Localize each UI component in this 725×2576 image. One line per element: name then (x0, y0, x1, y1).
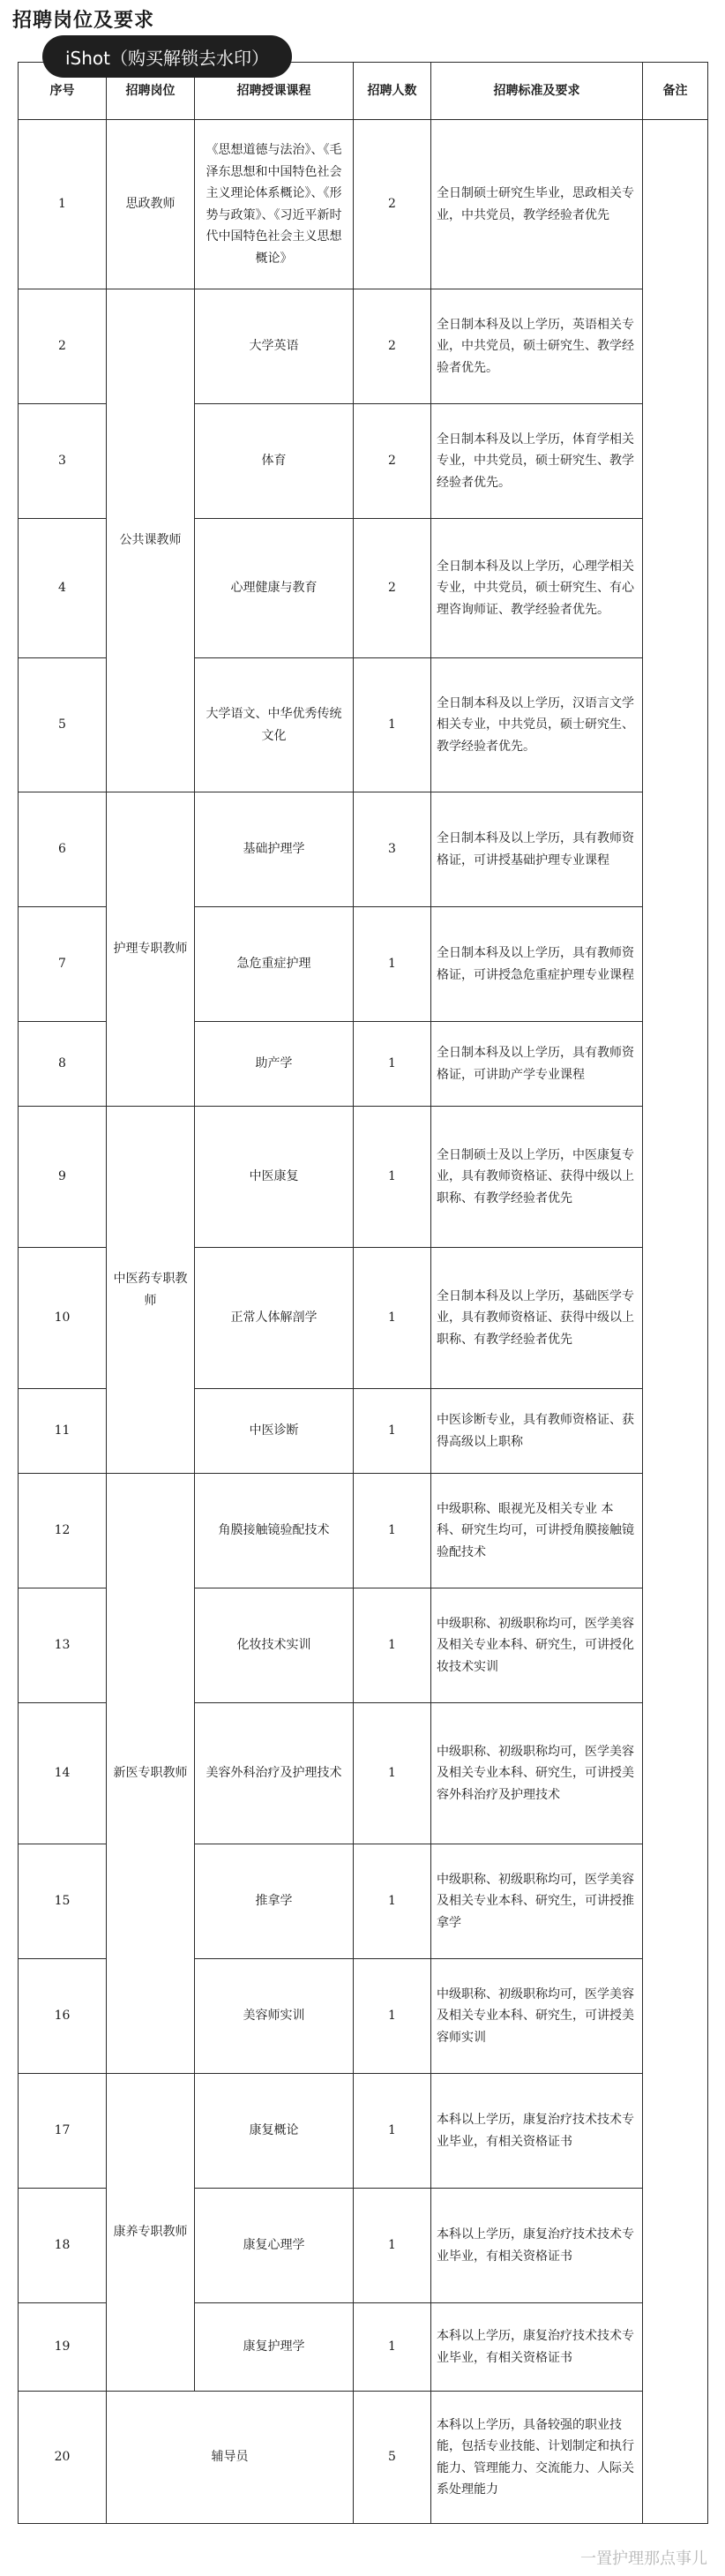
table-row (19, 289, 708, 404)
row-requirements: 中级职称、眼视光及相关专业 本科、研究生均可，可讲授角膜接触镜验配技术 (431, 1474, 643, 1588)
row-no: 16 (19, 1959, 107, 2074)
row-post: 护理专职教师 (107, 792, 195, 1107)
row-count: 5 (354, 2392, 431, 2524)
remarks-cell (643, 120, 708, 2524)
row-requirements: 全日制硕士研究生毕业，思政相关专业，中共党员，教学经验者优先 (431, 120, 643, 289)
row-no: 8 (19, 1022, 107, 1107)
row-requirements: 全日制本科及以上学历，具有教师资格证，可讲授急危重症护理专业课程 (431, 907, 643, 1022)
page-title: 招聘岗位及要求 (12, 9, 155, 32)
row-requirements: 全日制本科及以上学历，汉语言文学相关专业，中共党员，硕士研究生、教学经验者优先。 (431, 658, 643, 792)
row-post: 中医药专职教师 (107, 1107, 195, 1474)
row-count: 1 (354, 2303, 431, 2392)
row-count: 1 (354, 2074, 431, 2189)
row-course: 助产学 (195, 1022, 354, 1107)
row-no: 7 (19, 907, 107, 1022)
row-count: 2 (354, 120, 431, 289)
row-count: 1 (354, 1703, 431, 1844)
ishot-watermark-badge: iShot（购买解锁去水印） (42, 35, 292, 78)
row-course: 大学语文、中华优秀传统文化 (195, 658, 354, 792)
table-row (19, 2392, 708, 2524)
row-course: 急危重症护理 (195, 907, 354, 1022)
row-course: 美容外科治疗及护理技术 (195, 1703, 354, 1844)
row-requirements: 中级职称、初级职称均可，医学美容及相关专业本科、研究生，可讲授美容师实训 (431, 1959, 643, 2074)
table-row (19, 1107, 708, 1248)
row-no: 14 (19, 1703, 107, 1844)
row-no: 4 (19, 519, 107, 658)
row-no: 5 (19, 658, 107, 792)
row-no: 15 (19, 1844, 107, 1959)
row-count: 1 (354, 1474, 431, 1588)
row-requirements: 中级职称、初级职称均可，医学美容及相关专业本科、研究生，可讲授推拿学 (431, 1844, 643, 1959)
row-course: 康复概论 (195, 2074, 354, 2189)
row-no: 19 (19, 2303, 107, 2392)
row-course: 基础护理学 (195, 792, 354, 907)
header-requirements: 招聘标准及要求 (431, 63, 643, 120)
row-requirements: 全日制本科及以上学历，心理学相关专业，中共党员，硕士研究生、有心理咨询师证、教学经验者优先。 (431, 519, 643, 658)
row-count: 2 (354, 289, 431, 404)
row-no: 17 (19, 2074, 107, 2189)
row-count: 1 (354, 1107, 431, 1248)
bottom-watermark: 一置护理那点事儿 (580, 2550, 707, 2568)
row-post: 康养专职教师 (107, 2074, 195, 2392)
row-no: 3 (19, 404, 107, 519)
row-requirements: 本科以上学历，康复治疗技术技术专业毕业，有相关资格证书 (431, 2074, 643, 2189)
row-no: 13 (19, 1588, 107, 1703)
row-requirements: 全日制本科及以上学历，体育学相关专业，中共党员，硕士研究生、教学经验者优先。 (431, 404, 643, 519)
row-count: 1 (354, 1389, 431, 1474)
row-course: 康复护理学 (195, 2303, 354, 2392)
row-course: 心理健康与教育 (195, 519, 354, 658)
row-no: 18 (19, 2189, 107, 2303)
row-course: 中医诊断 (195, 1389, 354, 1474)
table-row (19, 120, 708, 289)
row-post: 新医专职教师 (107, 1474, 195, 2074)
row-post: 公共课教师 (107, 289, 195, 792)
row-no: 20 (19, 2392, 107, 2524)
row-requirements: 全日制本科及以上学历，具有教师资格证，可讲授基础护理专业课程 (431, 792, 643, 907)
row-count: 2 (354, 519, 431, 658)
row-requirements: 中医诊断专业，具有教师资格证、获得高级以上职称 (431, 1389, 643, 1474)
row-no: 6 (19, 792, 107, 907)
row-count: 1 (354, 658, 431, 792)
header-remarks: 备注 (643, 63, 708, 120)
row-course: 中医康复 (195, 1107, 354, 1248)
table-row (19, 1474, 708, 1588)
row-course: 推拿学 (195, 1844, 354, 1959)
header-no: 序号 (19, 63, 107, 120)
recruitment-table (18, 62, 708, 2524)
row-requirements: 全日制本科及以上学历，英语相关专业，中共党员，硕士研究生、教学经验者优先。 (431, 289, 643, 404)
row-course: 化妆技术实训 (195, 1588, 354, 1703)
table-row (19, 2074, 708, 2189)
row-count: 1 (354, 1248, 431, 1389)
row-course: 《思想道德与法治》、《毛泽东思想和中国特色社会主义理论体系概论》、《形势与政策》、《习近平新时代中国特色社会主义思想概论》 (195, 120, 354, 289)
row-post: 辅导员 (107, 2392, 354, 2524)
row-count: 1 (354, 1959, 431, 2074)
row-no: 10 (19, 1248, 107, 1389)
row-no: 11 (19, 1389, 107, 1474)
row-course: 大学英语 (195, 289, 354, 404)
row-no: 2 (19, 289, 107, 404)
row-requirements: 中级职称、初级职称均可，医学美容及相关专业本科、研究生，可讲授化妆技术实训 (431, 1588, 643, 1703)
header-count: 招聘人数 (354, 63, 431, 120)
row-requirements: 中级职称、初级职称均可，医学美容及相关专业本科、研究生，可讲授美容外科治疗及护理技术 (431, 1703, 643, 1844)
row-no: 1 (19, 120, 107, 289)
row-no: 9 (19, 1107, 107, 1248)
row-requirements: 全日制硕士及以上学历，中医康复专业，具有教师资格证、获得中级以上职称、有教学经验者优先 (431, 1107, 643, 1248)
row-count: 1 (354, 2189, 431, 2303)
row-count: 1 (354, 1022, 431, 1107)
row-requirements: 本科以上学历，康复治疗技术技术专业毕业，有相关资格证书 (431, 2189, 643, 2303)
row-requirements: 本科以上学历，具备较强的职业技能，包括专业技能、计划制定和执行能力、管理能力、交流能力、人际关系处理能力 (431, 2392, 643, 2524)
row-requirements: 全日制本科及以上学历，基础医学专业，具有教师资格证、获得中级以上职称、有教学经验者优先 (431, 1248, 643, 1389)
row-course: 正常人体解剖学 (195, 1248, 354, 1389)
row-requirements: 本科以上学历，康复治疗技术技术专业毕业，有相关资格证书 (431, 2303, 643, 2392)
row-post: 思政教师 (107, 120, 195, 289)
row-course: 美容师实训 (195, 1959, 354, 2074)
row-count: 1 (354, 1588, 431, 1703)
row-count: 1 (354, 1844, 431, 1959)
header-course: 招聘授课课程 (195, 63, 354, 120)
header-post: 招聘岗位 (107, 63, 195, 120)
row-no: 12 (19, 1474, 107, 1588)
row-course: 体育 (195, 404, 354, 519)
row-course: 康复心理学 (195, 2189, 354, 2303)
row-course: 角膜接触镜验配技术 (195, 1474, 354, 1588)
table-row (19, 792, 708, 907)
row-requirements: 全日制本科及以上学历，具有教师资格证，可讲助产学专业课程 (431, 1022, 643, 1107)
row-count: 1 (354, 907, 431, 1022)
row-count: 2 (354, 404, 431, 519)
row-count: 3 (354, 792, 431, 907)
